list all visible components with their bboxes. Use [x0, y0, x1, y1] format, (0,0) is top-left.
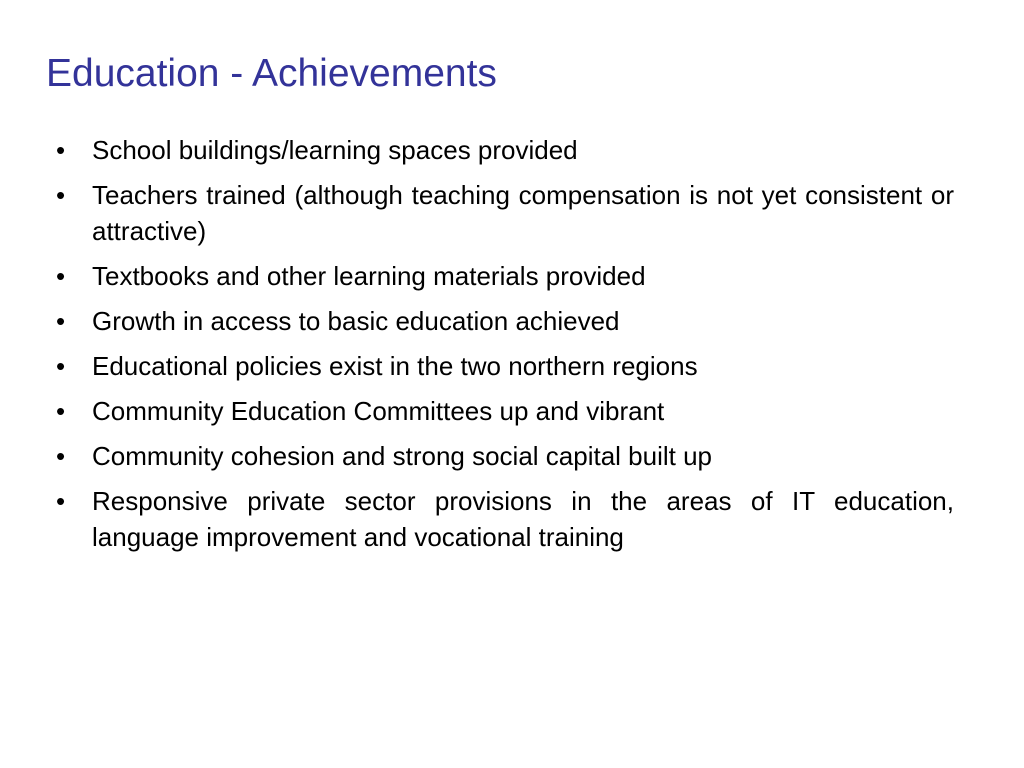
list-item [56, 483, 954, 555]
list-item [56, 438, 954, 474]
bullet-list [56, 132, 954, 564]
bullet-text: Community Education Committees up and vibrant [92, 396, 665, 426]
list-item [56, 258, 954, 294]
bullet-icon: • [56, 306, 66, 336]
list-item [56, 177, 954, 249]
list-item [56, 348, 954, 384]
bullet-text: Growth in access to basic education achieved [92, 306, 620, 336]
bullet-icon: • [56, 396, 66, 426]
bullet-text: Textbooks and other learning materials provided [92, 261, 646, 291]
bullet-text: Teachers trained (although teaching compensation is not yet consistent or attractive) [92, 180, 954, 246]
list-item [56, 393, 954, 429]
bullet-text: Educational policies exist in the two northern regions [92, 351, 698, 381]
bullet-icon: • [56, 441, 66, 471]
bullet-icon: • [56, 135, 66, 165]
list-item [56, 132, 954, 168]
slide-title: Education - Achievements [46, 52, 497, 95]
bullet-icon: • [56, 486, 66, 516]
list-item [56, 303, 954, 339]
bullet-text: School buildings/learning spaces provided [92, 135, 578, 165]
bullet-icon: • [56, 261, 66, 291]
bullet-icon: • [56, 180, 66, 210]
bullet-icon: • [56, 351, 66, 381]
bullet-text: Community cohesion and strong social capital built up [92, 441, 713, 471]
bullet-text: Responsive private sector provisions in the areas of IT education, language improvement and vocational training [92, 486, 954, 552]
